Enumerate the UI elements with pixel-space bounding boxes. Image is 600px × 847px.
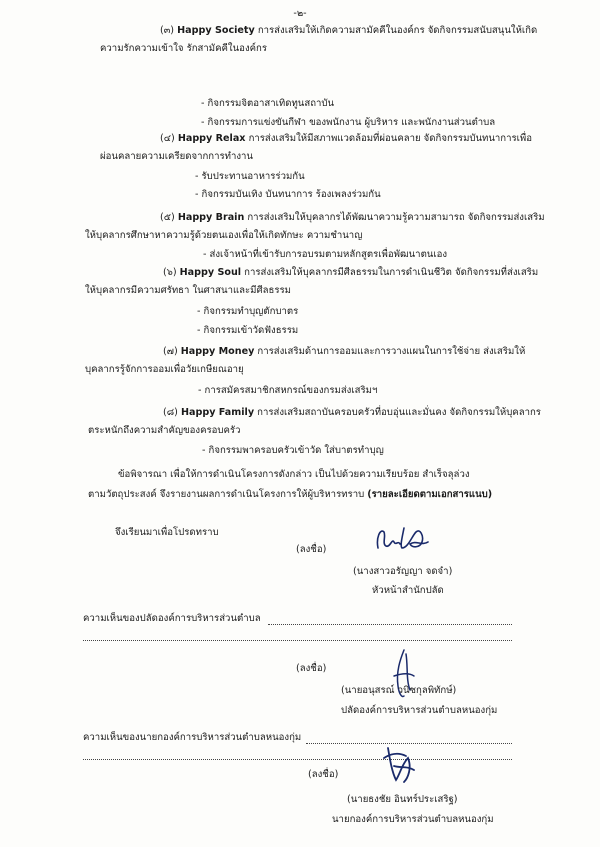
opinion-1-label: ความเห็นของปลัดองค์การบริหารส่วนตำบล	[83, 613, 261, 624]
item-sub-bullet: - ส่งเจ้าหน้าที่เข้ารับการอบรมตามหลักสูตรเพื่อพัฒนาตนเอง	[203, 249, 448, 260]
signature-1-image	[372, 518, 434, 554]
opinion-1-dotted-line	[83, 640, 512, 641]
signature-3-image	[378, 738, 418, 786]
signer-3-name: (นายธงชัย อินทร์ประเสริฐ)	[347, 794, 458, 805]
item-continuation: ตระหนักถึงความสำคัญของครอบครัว	[88, 425, 241, 436]
closing-text: จึงเรียนมาเพื่อโปรดทราบ	[115, 527, 219, 538]
item-sub-bullet: - รับประทานอาหารร่วมกัน	[195, 171, 305, 182]
item-happy-society	[160, 25, 537, 37]
item-number: (๓)	[160, 25, 175, 36]
item-sub-bullet: - กิจกรรมบันเทิง บันทนาการ ร้องเพลงร่วมกัน	[195, 189, 381, 200]
item-continuation: บุคลากรรู้จักการออมเพื่อวัยเกษียณอายุ	[85, 364, 244, 375]
item-happy-money	[163, 346, 525, 358]
item-number: (๖)	[163, 267, 177, 278]
item-sub-bullet: - กิจกรรมทำบุญตักบาตร	[197, 306, 299, 317]
page-number: -๒-	[293, 8, 307, 19]
sign-label: (ลงชื่อ)	[296, 663, 327, 674]
item-title: Happy Brain	[177, 212, 245, 223]
sign-label: (ลงชื่อ)	[308, 769, 339, 780]
item-sub-bullet: - การสมัครสมาชิกสหกรณ์ของกรมส่งเสริมฯ	[198, 385, 378, 396]
item-sub-bullet: - กิจกรรมจิตอาสาเทิดทูนสถาบัน	[201, 98, 335, 109]
signer-3-position: นายกองค์การบริหารส่วนตำบลหนองกุ่ม	[332, 814, 494, 825]
consideration-line-1: ข้อพิจารณา เพื่อให้การดำเนินโครงการดังกล่าว เป็นไปด้วยความเรียบร้อย สำเร็จลุล่วง	[118, 469, 470, 480]
item-sub-bullet: - กิจกรรมการแข่งขันกีฬา ของพนักงาน ผู้บริหาร และพนักงานส่วนตำบล	[201, 117, 496, 128]
item-continuation: ให้บุคลากรมีความศรัทธา ในศาสนาและมีศีลธรรม	[85, 285, 291, 296]
consideration-line-2	[88, 489, 492, 501]
opinion-2-label: ความเห็นของนายกองค์การบริหารส่วนตำบลหนองกุ่ม	[83, 732, 302, 743]
item-number: (๘)	[163, 407, 178, 418]
attachment-note: (รายละเอียดตามเอกสารแนบ)	[367, 489, 493, 500]
item-description: การส่งเสริมให้มีสภาพแวดล้อมที่ผ่อนคลาย จัดกิจกรรมบันทนาการเพื่อ	[248, 133, 533, 144]
item-title: Happy Society	[177, 25, 255, 36]
item-happy-relax	[160, 133, 532, 145]
item-happy-brain	[160, 212, 545, 224]
signer-1-name: (นางสาวอรัญญา จดจำ)	[353, 566, 453, 577]
item-continuation: ผ่อนคลายความเครียดจากการทำงาน	[100, 151, 253, 162]
item-description: การส่งเสริมให้เกิดความสามัคคีในองค์กร จัดกิจกรรมสนับสนุนให้เกิด	[257, 25, 538, 36]
opinion-1-dotted-line	[268, 624, 512, 625]
signer-1-position: หัวหน้าสำนักปลัด	[372, 585, 444, 596]
item-number: (๗)	[163, 346, 178, 357]
item-continuation: ความรักความเข้าใจ รักสามัคคีในองค์กร	[100, 43, 268, 54]
sign-label: (ลงชื่อ)	[296, 544, 327, 555]
opinion-2-dotted-line	[83, 759, 512, 760]
item-description: การส่งเสริมให้บุคลากรมีศีลธรรมในการดำเนินชีวิต จัดกิจกรรมที่ส่งเสริม	[244, 267, 539, 278]
signer-2-position: ปลัดองค์การบริหารส่วนตำบลหนองกุ่ม	[341, 705, 498, 716]
consideration-text: ตามวัตถุประสงค์ จึงรายงานผลการดำเนินโครงการให้ผู้บริหารทราบ	[88, 489, 365, 500]
item-sub-bullet: - กิจกรรมเข้าวัดฟังธรรม	[197, 325, 299, 336]
signer-2-name: (นายอนุสรณ์ วนิชกุลพิทักษ์)	[341, 685, 457, 696]
item-description: การส่งเสริมให้บุคลากรได้พัฒนาความรู้ความสามารถ จัดกิจกรรมส่งเสริม	[247, 212, 545, 223]
item-title: Happy Family	[180, 407, 255, 418]
item-title: Happy Soul	[179, 267, 242, 278]
item-happy-family	[163, 407, 541, 419]
item-title: Happy Money	[180, 346, 255, 357]
item-title: Happy Relax	[177, 133, 246, 144]
item-happy-soul	[163, 267, 538, 279]
item-description: การส่งเสริมด้านการออมและการวางแผนในการใช้จ่าย ส่งเสริมให้	[257, 346, 526, 357]
item-sub-bullet: - กิจกรรมพาครอบครัวเข้าวัด ใส่บาตรทำบุญ	[202, 445, 384, 456]
item-number: (๔)	[160, 133, 175, 144]
item-description: การส่งเสริมสถาบันครอบครัวที่อบอุ่นและมั่นคง จัดกิจกรรมให้บุคลากร	[257, 407, 541, 418]
item-number: (๕)	[160, 212, 175, 223]
item-continuation: ให้บุคลากรศึกษาหาความรู้ด้วยตนเองเพื่อให้เกิดทักษะ ความชำนาญ	[85, 230, 363, 241]
